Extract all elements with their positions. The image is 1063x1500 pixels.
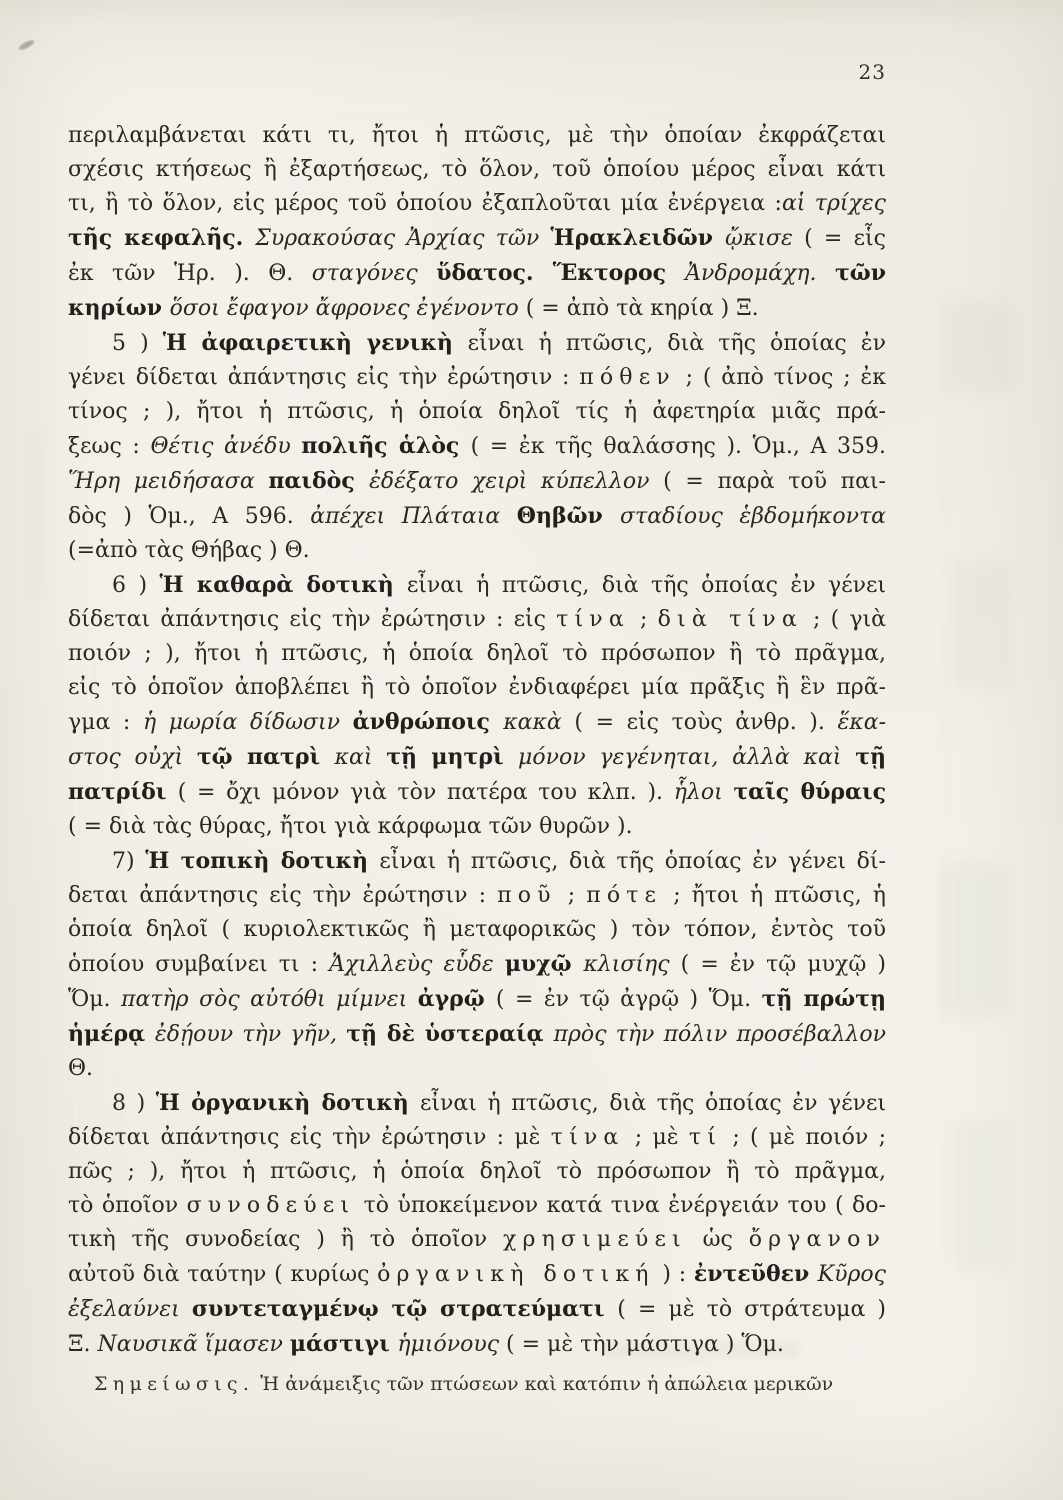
text-run: Θ. bbox=[68, 1056, 94, 1081]
text-run: Ἀνδρομάχη. bbox=[685, 261, 835, 286]
text-run: ἡμέρᾳ bbox=[68, 1021, 155, 1047]
text-run: τι, ἢ τὸ ὅλον, εἰς μέρος τοῦ ὁποίου ἐξαπλοῦται μία ἐνέργεια : bbox=[68, 191, 782, 216]
text-run: ξεως : bbox=[68, 434, 151, 459]
text-run: ; ἤτοι ἡ πτῶσις, ἡ bbox=[662, 883, 886, 908]
text-line bbox=[68, 982, 886, 1017]
text-run: τὸ ὁποῖον bbox=[68, 1193, 187, 1218]
text-run: 5 ) bbox=[112, 331, 163, 356]
text-line bbox=[68, 568, 886, 603]
text-run: ( = εἰς τοὺς ἀνθρ. ). bbox=[574, 710, 838, 735]
note-paragraph bbox=[68, 1367, 886, 1401]
text-run: ὡς bbox=[686, 1227, 749, 1252]
text-run: Ἡ ἀνάμειξις τῶν πτώσεων καὶ κατόπιν ἡ ἀπώλεια μερικῶν bbox=[254, 1373, 834, 1395]
text-line bbox=[68, 603, 886, 637]
text-run: αἱ τρίχες bbox=[781, 191, 886, 216]
text-run: κλισίης bbox=[583, 952, 681, 977]
text-run: (=ἀπὸ τὰς Θήβας ) Θ. bbox=[68, 538, 310, 563]
text-run: στος οὐχὶ bbox=[68, 745, 197, 770]
paragraph bbox=[68, 119, 886, 326]
text-line bbox=[68, 1257, 886, 1292]
text-run: ; ( μὲ ποιόν ; bbox=[722, 1125, 886, 1150]
text-run: ἀγρῷ bbox=[417, 986, 496, 1012]
text-run: ὅσοι ἔφαγον ἄφρονες ἐγένοντο bbox=[169, 296, 526, 321]
text-run: παιδὸς bbox=[268, 468, 370, 494]
text-run: αὐτοῦ διὰ ταύτην ( κυρίως bbox=[68, 1262, 378, 1287]
text-run: ἐδέξατο χειρὶ κύπελλον bbox=[369, 469, 664, 494]
text-run: εἶναι ἡ πτῶσις, διὰ τῆς ὁποίας ἐν γένει bbox=[420, 1091, 886, 1116]
text-line bbox=[68, 429, 886, 464]
text-line bbox=[68, 326, 886, 361]
text-run: Ναυσικᾶ ἵμασεν bbox=[97, 1332, 290, 1357]
text-run: τίνα bbox=[550, 1125, 625, 1150]
text-run: ἐκ τῶν Ἡρ. ). Θ. bbox=[68, 261, 312, 286]
text-run: πῶς ; ), ἤτοι ἡ πτῶσις, ἡ ὁποία δηλοῖ τὸ πρόσωπον ἢ τὸ πρᾶγμα, bbox=[68, 1159, 886, 1184]
text-run: τικὴ τῆς συνοδείας ) ἢ τὸ ὁποῖον bbox=[68, 1227, 503, 1252]
bleed-through-ghost bbox=[938, 860, 1010, 1020]
bleed-through-ghost bbox=[942, 300, 1014, 395]
text-line bbox=[68, 1017, 886, 1086]
text-run: πατρίδι bbox=[68, 779, 178, 805]
text-run: ὀργανικὴ δοτική bbox=[377, 1262, 655, 1287]
text-run: ἐντεῦθεν bbox=[693, 1261, 818, 1287]
text-run: 6 ) bbox=[112, 573, 160, 598]
text-run: ποῦ bbox=[497, 883, 557, 908]
text-run: τίνα bbox=[556, 607, 630, 632]
text-run: ἀπέχει Πλάταια bbox=[310, 504, 517, 529]
text-run: ( = μὲ τὸ στράτευμα ) bbox=[617, 1297, 887, 1322]
text-run: ; ( ἀπὸ τίνος ; ἐκ bbox=[675, 365, 886, 390]
text-run: γένει δίδεται ἀπάντησις εἰς τὴν ἐρώτησιν : bbox=[68, 365, 580, 390]
text-run: Ἡ ὀργανικὴ δοτικὴ bbox=[155, 1090, 421, 1116]
text-run: ; μὲ bbox=[624, 1125, 689, 1150]
paragraph bbox=[68, 1086, 886, 1362]
text-run: τί bbox=[688, 1125, 723, 1150]
text-run: εἰς τὸ ὁποῖον ἀποβλέπει ἢ τὸ ὁποῖον ἐνδιαφέρει μία πρᾶξις ἢ ἓν πρᾶ- bbox=[68, 675, 886, 700]
text-line bbox=[68, 361, 886, 395]
text-line bbox=[68, 705, 886, 740]
text-run: τῆς κεφαλῆς. bbox=[68, 225, 256, 251]
text-line bbox=[68, 1367, 886, 1401]
text-run: χρησιμεύει bbox=[503, 1227, 687, 1252]
text-line bbox=[68, 256, 886, 291]
text-run: 7) bbox=[112, 849, 146, 874]
text-run: ( = ἐκ τῆς θαλάσσης ). Ὁμ., Α 359. bbox=[470, 434, 886, 459]
text-run: ἧλοι bbox=[673, 780, 734, 805]
text-run: πατὴρ σὸς αὐτόθι μίμνει bbox=[121, 987, 418, 1012]
text-run: ( = διὰ τὰς θύρας, ἤτοι γιὰ κάρφωμα τῶν θυρῶν ). bbox=[68, 814, 633, 839]
text-line bbox=[68, 395, 886, 429]
text-run: κακὰ bbox=[503, 710, 575, 735]
text-line bbox=[68, 187, 886, 221]
text-run: ἐξελαύνει bbox=[68, 1297, 192, 1322]
text-run: Σημείωσις. bbox=[94, 1373, 255, 1395]
text-run: Ἡ τοπικὴ δοτικὴ bbox=[145, 848, 380, 874]
text-run: πρὸς τὴν πόλιν προσέβαλλον bbox=[553, 1022, 886, 1047]
text-column bbox=[68, 119, 886, 1401]
text-run: Ὅμ. bbox=[68, 987, 121, 1012]
text-run: πόθεν bbox=[579, 365, 676, 390]
text-line bbox=[68, 1189, 886, 1223]
text-run: τῇ δὲ ὑστεραίᾳ bbox=[346, 1021, 554, 1047]
text-run: μόνον γεγένηται, ἀλλὰ καὶ bbox=[518, 745, 856, 770]
text-run: Ἡ ἀφαιρετικὴ γενικὴ bbox=[162, 330, 468, 356]
text-run: Ἡ καθαρὰ δοτικὴ bbox=[159, 572, 407, 598]
text-run: τῇ bbox=[855, 744, 886, 770]
text-run: δεται ἀπάντησις εἰς τὴν ἐρώτησιν : bbox=[68, 883, 498, 908]
text-run: πότε bbox=[586, 883, 663, 908]
text-run: ᾤκισε bbox=[724, 226, 805, 251]
text-run: δίδεται ἀπάντησις εἰς τὴν ἐρώτησιν : μὲ bbox=[68, 1125, 551, 1150]
text-run: τίνος ; ), ἤτοι ἡ πτῶσις, ἡ ὁποία δηλοῖ τίς ἡ ἀφετηρία μιᾶς πρά- bbox=[68, 399, 886, 424]
text-run: μυχῷ bbox=[504, 951, 584, 977]
text-run: ὁποίου συμβαίνει τι : bbox=[68, 952, 330, 977]
text-line bbox=[68, 153, 886, 187]
text-run: ) : bbox=[654, 1262, 694, 1287]
text-run: δίδεται ἀπάντησις εἰς τὴν ἐρώτησιν : εἰς bbox=[68, 607, 557, 632]
text-line bbox=[68, 119, 886, 153]
text-line bbox=[68, 1086, 886, 1121]
text-run: σχέσις κτήσεως ἢ ἐξαρτήσεως, τὸ ὅλον, τοῦ ὁποίου μέρος εἶναι κάτι bbox=[68, 157, 886, 182]
paragraph bbox=[68, 326, 886, 568]
text-line bbox=[68, 499, 886, 534]
text-run: εἶναι ἡ πτῶσις, διὰ τῆς ὁποίας ἐν γένει δί- bbox=[379, 849, 886, 874]
text-run: Θηβῶν bbox=[516, 503, 621, 529]
text-run: περιλαμβάνεται κάτι τι, ἤτοι ἡ πτῶσις, μὲ τὴν ὁποίαν ἐκφράζεται bbox=[68, 123, 886, 148]
text-run: ; bbox=[556, 883, 587, 908]
scan-artifact-speck bbox=[18, 38, 36, 51]
text-run: Ξ. bbox=[68, 1332, 98, 1357]
text-line bbox=[68, 291, 886, 326]
text-run: ὕδατος. Ἕκτορος bbox=[436, 260, 686, 286]
text-line bbox=[68, 534, 886, 568]
text-line bbox=[68, 1155, 886, 1189]
text-run: σταγόνες bbox=[311, 261, 437, 286]
text-line bbox=[68, 913, 886, 947]
text-run: συνοδεύει bbox=[186, 1193, 356, 1218]
text-line bbox=[68, 740, 886, 775]
text-line bbox=[68, 810, 886, 844]
text-run: συντεταγμένῳ τῷ στρατεύματι bbox=[191, 1296, 618, 1322]
text-run: τὸ ὑποκείμενον κατά τινα ἐνέργειάν του ( δο- bbox=[355, 1193, 886, 1218]
text-line bbox=[68, 1121, 886, 1155]
paragraph bbox=[68, 844, 886, 1086]
text-run: τῶν bbox=[835, 260, 887, 286]
bleed-through-ghost bbox=[950, 560, 1012, 690]
text-run: Ἀχιλλεὺς εὗδε bbox=[329, 952, 505, 977]
text-run: εἶναι ἡ πτῶσις, διὰ τῆς ὁποίας ἐν bbox=[467, 331, 886, 356]
text-run: πολιῆς ἁλὸς bbox=[301, 433, 471, 459]
text-run: τῷ πατρὶ bbox=[196, 744, 335, 770]
text-run: ταῖς θύραις bbox=[733, 779, 886, 805]
text-line bbox=[68, 637, 886, 671]
text-run: Ἥρη μειδήσασα bbox=[68, 469, 269, 494]
text-run: ( = ἀπὸ τὰ κηρία ) Ξ. bbox=[525, 296, 759, 321]
text-line bbox=[68, 775, 886, 810]
text-run: Ἡρακλειδῶν bbox=[550, 225, 725, 251]
text-run: ἕκα- bbox=[837, 710, 887, 735]
text-run: εἶναι ἡ πτῶσις, διὰ τῆς ὁποίας ἐν γένει bbox=[406, 573, 886, 598]
text-run: ἐδῄουν τὴν γῆν, bbox=[154, 1022, 347, 1047]
text-run: ( = μὲ τὴν μάστιγα ) Ὅμ. bbox=[506, 1332, 784, 1357]
text-run: μάστιγι bbox=[289, 1331, 398, 1357]
text-line bbox=[68, 1292, 886, 1327]
text-run: τῇ πρώτῃ bbox=[761, 986, 886, 1012]
paragraph bbox=[68, 568, 886, 844]
text-run: ( = ἐν τῷ μυχῷ ) bbox=[680, 952, 886, 977]
text-run: ; bbox=[629, 607, 658, 632]
text-line bbox=[68, 947, 886, 982]
text-run: ἡ μωρία δίδωσιν bbox=[142, 710, 353, 735]
text-run: δὸς ) Ὁμ., Α 596. bbox=[68, 504, 311, 529]
text-run: διὰ τίνα bbox=[657, 607, 803, 632]
text-run: ποιόν ; ), ἤτοι ἡ πτῶσις, ἡ ὁποία δηλοῖ τὸ πρόσωπον ἢ τὸ πρᾶγμα, bbox=[68, 641, 886, 666]
text-run: Συρακούσας Ἀρχίας τῶν bbox=[255, 226, 551, 251]
text-run: σταδίους ἑβδομήκοντα bbox=[620, 504, 887, 529]
text-run: ( = ἐν τῷ ἀγρῷ ) Ὅμ. bbox=[495, 987, 762, 1012]
text-line bbox=[68, 844, 886, 879]
page-number: 23 bbox=[858, 60, 886, 84]
text-run: τῇ μητρὶ bbox=[386, 744, 519, 770]
text-line bbox=[68, 1223, 886, 1257]
text-line bbox=[68, 221, 886, 256]
text-run: ἡμιόνους bbox=[397, 1332, 507, 1357]
text-run: ὄργανον bbox=[748, 1227, 887, 1252]
text-run: γμα : bbox=[68, 710, 143, 735]
text-run: κηρίων bbox=[68, 295, 170, 321]
text-line bbox=[68, 671, 886, 705]
bleed-through-ghost bbox=[28, 430, 44, 600]
text-run: ; ( γιὰ bbox=[802, 607, 887, 632]
text-line bbox=[68, 879, 886, 913]
text-run: 8 ) bbox=[112, 1091, 156, 1116]
text-run: ἀνθρώποις bbox=[352, 709, 504, 735]
bleed-through-ghost bbox=[952, 1120, 1012, 1270]
text-run: Θέτις ἀνέδυ bbox=[150, 434, 302, 459]
text-run: ὁποία δηλοῖ ( κυριολεκτικῶς ἢ μεταφορικῶς ) τὸν τόπον, ἐντὸς τοῦ bbox=[68, 917, 886, 942]
text-line bbox=[68, 1327, 886, 1362]
text-line bbox=[68, 464, 886, 499]
text-run: καὶ bbox=[334, 745, 387, 770]
text-run: ( = εἷς bbox=[804, 226, 886, 251]
text-run: ( = παρὰ τοῦ παι- bbox=[663, 469, 886, 494]
text-run: ( = ὄχι μόνον γιὰ τὸν πατέρα του κλπ. ). bbox=[177, 780, 674, 805]
text-run: Κῦρος bbox=[817, 1262, 886, 1287]
